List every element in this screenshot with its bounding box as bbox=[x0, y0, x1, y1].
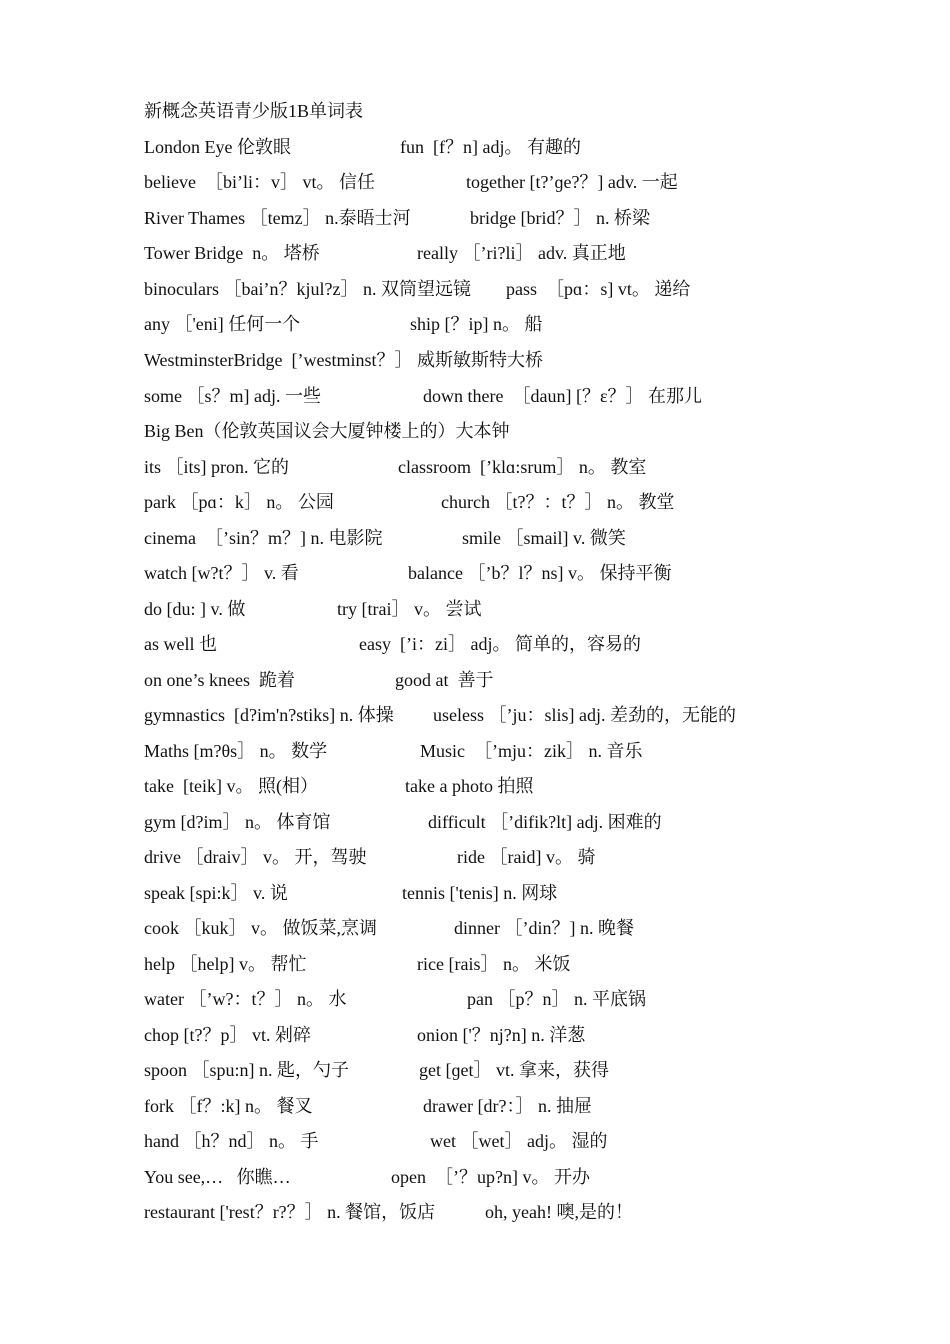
vocab-right: try [trai］ v。 尝试 bbox=[337, 599, 482, 619]
vocab-left: Tower Bridge n。 塔桥 bbox=[144, 243, 320, 263]
vocab-left: Maths [m?θs］ n。 数学 bbox=[144, 741, 328, 761]
vocab-left: WestminsterBridge [’westminst？］ 威斯敏斯特大桥 bbox=[144, 350, 544, 370]
vocab-right: church ［t?？：t？］ n。 教堂 bbox=[441, 492, 675, 512]
document-title: 新概念英语青少版1B单词表 bbox=[144, 101, 364, 121]
vocab-row bbox=[144, 1130, 608, 1154]
vocab-right: oh, yeah! 噢,是的！ bbox=[485, 1202, 633, 1222]
vocab-left: gym [d?im］ n。 体育馆 bbox=[144, 812, 331, 832]
vocab-left: cinema ［’sin？m？] n. 电影院 bbox=[144, 528, 383, 548]
vocab-left: River Thames ［temz］ n.泰晤士河 bbox=[144, 208, 411, 228]
vocab-left: spoon ［spu:n] n. 匙，勺子 bbox=[144, 1060, 350, 1080]
vocab-row bbox=[144, 242, 626, 266]
vocab-right: down there ［daun] [？ε？］ 在那儿 bbox=[423, 386, 703, 406]
vocab-right: difficult ［’difik?lt] adj. 困难的 bbox=[428, 812, 662, 832]
vocab-left: binoculars ［bai’n？kjul?z］ n. 双筒望远镜 bbox=[144, 279, 471, 299]
vocab-right: classroom [’klɑ:srum］ n。 教室 bbox=[398, 457, 647, 477]
vocab-row bbox=[144, 704, 736, 728]
vocab-row bbox=[144, 775, 534, 799]
vocab-left: London Eye 伦敦眼 bbox=[144, 137, 291, 157]
vocab-right: rice [rais］ n。 米饭 bbox=[417, 954, 571, 974]
vocab-row bbox=[144, 598, 482, 622]
vocab-right: useless ［’ju：slis] adj. 差劲的，无能的 bbox=[433, 705, 736, 725]
vocab-right: tennis ['tenis] n. 网球 bbox=[402, 883, 558, 903]
vocab-row bbox=[144, 669, 494, 693]
vocab-right: bridge [brid？］ n. 桥梁 bbox=[470, 208, 650, 228]
vocab-left: Big Ben（伦敦英国议会大厦钟楼上的）大本钟 bbox=[144, 421, 510, 441]
vocab-left: restaurant ['rest？r?？］ n. 餐馆，饭店 bbox=[144, 1202, 436, 1222]
vocab-row bbox=[144, 491, 675, 515]
vocab-row bbox=[144, 171, 678, 195]
vocab-left: help ［help] v。 帮忙 bbox=[144, 954, 307, 974]
vocab-row bbox=[144, 136, 581, 160]
vocab-left: as well 也 bbox=[144, 634, 217, 654]
vocab-right: pan ［p？n］ n. 平底锅 bbox=[467, 989, 646, 1009]
vocab-row bbox=[144, 420, 510, 444]
vocab-row bbox=[144, 988, 646, 1012]
vocab-right: really ［’ri?li］ adv. 真正地 bbox=[417, 243, 626, 263]
vocab-right: dinner ［’din？] n. 晚餐 bbox=[454, 918, 634, 938]
vocab-row bbox=[144, 917, 634, 941]
vocab-right: open ［’？up?n] v。 开办 bbox=[391, 1167, 590, 1187]
vocab-row bbox=[144, 811, 662, 835]
vocab-row bbox=[144, 882, 558, 906]
vocab-left: hand ［h？nd］ n。 手 bbox=[144, 1131, 319, 1151]
vocab-right: together [t?’ɡe?？] adv. 一起 bbox=[466, 172, 678, 192]
vocab-right: get [ɡet］ vt. 拿来，获得 bbox=[419, 1060, 609, 1080]
vocab-right: drawer [dr?：］ n. 抽屉 bbox=[423, 1096, 592, 1116]
vocab-left: its ［its] pron. 它的 bbox=[144, 457, 290, 477]
vocab-left: fork ［f？:k] n。 餐叉 bbox=[144, 1096, 313, 1116]
vocab-left: speak [spi:k］ v. 说 bbox=[144, 883, 288, 903]
vocab-left: chop [t?？p］ vt. 剁碎 bbox=[144, 1025, 311, 1045]
vocab-left: take [teik] v。 照(相） bbox=[144, 776, 318, 796]
vocab-row bbox=[144, 1095, 592, 1119]
vocab-row bbox=[144, 1024, 586, 1048]
vocab-right: fun [f？n] adj。 有趣的 bbox=[400, 137, 581, 157]
vocab-right: onion ['？nj?n] n. 洋葱 bbox=[417, 1025, 586, 1045]
vocab-left: watch [w?t？］ v. 看 bbox=[144, 563, 299, 583]
vocab-left: do [du: ] v. 做 bbox=[144, 599, 246, 619]
vocab-row bbox=[144, 740, 643, 764]
vocab-left: water ［’w?：t？］ n。 水 bbox=[144, 989, 347, 1009]
vocab-right: wet ［wet］ adj。 湿的 bbox=[430, 1131, 608, 1151]
vocab-row bbox=[144, 633, 641, 657]
vocab-row bbox=[144, 1166, 590, 1190]
vocab-right: easy [’i：zi］ adj。 简单的，容易的 bbox=[359, 634, 641, 654]
vocab-row bbox=[144, 349, 543, 373]
vocab-left: You see,… 你瞧… bbox=[144, 1167, 291, 1187]
vocab-right: smile ［smail] v. 微笑 bbox=[462, 528, 626, 548]
vocab-row bbox=[144, 527, 626, 551]
vocab-left: believe ［bi’li：v］ vt。 信任 bbox=[144, 172, 375, 192]
vocab-left: some ［s？m] adj. 一些 bbox=[144, 386, 321, 406]
vocab-row bbox=[144, 313, 543, 337]
vocab-row bbox=[144, 207, 650, 231]
vocab-row bbox=[144, 456, 647, 480]
vocab-right: balance ［’b？l？ns] v。 保持平衡 bbox=[408, 563, 672, 583]
vocab-right: pass ［pɑ：s] vt。 递给 bbox=[506, 279, 691, 299]
vocab-row bbox=[144, 278, 691, 302]
vocab-right: Music ［’mju：zik］ n. 音乐 bbox=[420, 741, 643, 761]
vocab-left: park ［pɑ：k］ n。 公园 bbox=[144, 492, 334, 512]
vocab-left: drive ［draiv］ v。 开，驾驶 bbox=[144, 847, 367, 867]
vocab-row bbox=[144, 385, 703, 409]
vocab-left: any ［'eni] 任何一个 bbox=[144, 314, 301, 334]
vocab-row bbox=[144, 1201, 633, 1225]
vocab-left: gymnastics [d?im'n?stiks] n. 体操 bbox=[144, 705, 394, 725]
vocab-right: take a photo 拍照 bbox=[405, 776, 534, 796]
vocab-row bbox=[144, 1059, 609, 1083]
vocab-left: on one’s knees 跪着 bbox=[144, 670, 295, 690]
vocab-row bbox=[144, 562, 672, 586]
vocab-row bbox=[144, 846, 596, 870]
vocab-left: cook ［kuk］ v。 做饭菜,烹调 bbox=[144, 918, 377, 938]
vocab-row bbox=[144, 953, 571, 977]
vocab-right: good at 善于 bbox=[395, 670, 494, 690]
vocab-right: ship [？ip] n。 船 bbox=[410, 314, 543, 334]
vocab-right: ride ［raid] v。 骑 bbox=[457, 847, 596, 867]
